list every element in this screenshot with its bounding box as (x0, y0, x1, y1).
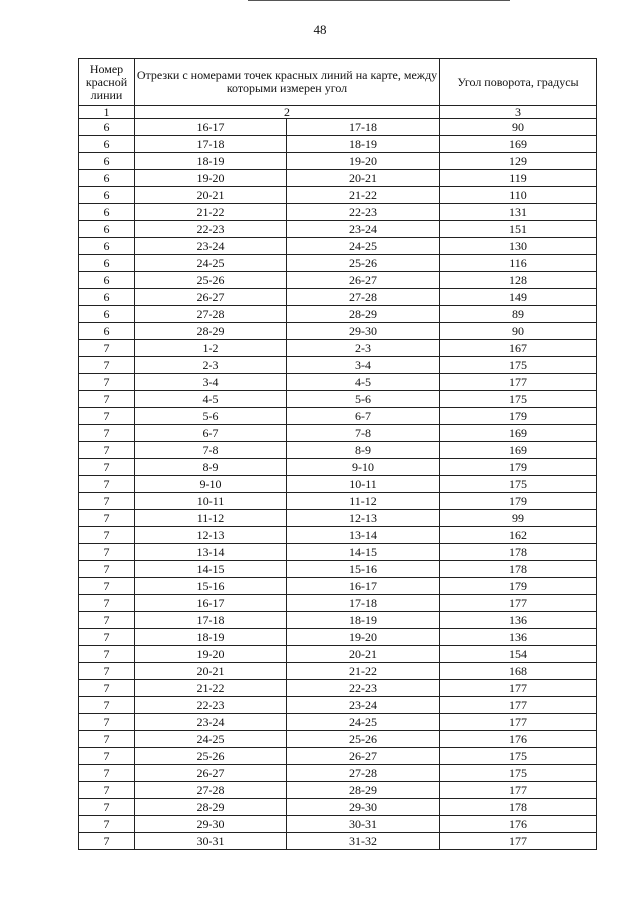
cell-segment-to: 17-18 (287, 119, 440, 136)
cell-angle: 175 (440, 357, 597, 374)
table-row (79, 765, 597, 782)
table-row (79, 153, 597, 170)
cell-segment-from: 26-27 (135, 765, 287, 782)
table-row (79, 255, 597, 272)
cell-angle: 162 (440, 527, 597, 544)
cell-line-number: 7 (79, 697, 135, 714)
cell-line-number: 6 (79, 119, 135, 136)
cell-line-number: 7 (79, 476, 135, 493)
cell-line-number: 7 (79, 425, 135, 442)
cell-angle: 167 (440, 340, 597, 357)
cell-line-number: 7 (79, 748, 135, 765)
table-row (79, 561, 597, 578)
cell-line-number: 7 (79, 595, 135, 612)
cell-segment-to: 10-11 (287, 476, 440, 493)
cell-segment-to: 23-24 (287, 697, 440, 714)
cell-angle: 151 (440, 221, 597, 238)
cell-line-number: 6 (79, 255, 135, 272)
table-row (79, 680, 597, 697)
table-row (79, 748, 597, 765)
cell-angle: 131 (440, 204, 597, 221)
cell-segment-from: 9-10 (135, 476, 287, 493)
cell-angle: 177 (440, 595, 597, 612)
cell-segment-from: 14-15 (135, 561, 287, 578)
cell-segment-to: 28-29 (287, 782, 440, 799)
table-row (79, 697, 597, 714)
cell-angle: 179 (440, 459, 597, 476)
table-row (79, 459, 597, 476)
cell-angle: 175 (440, 748, 597, 765)
red-line-angles-table (78, 58, 597, 850)
table-row (79, 731, 597, 748)
cell-line-number: 7 (79, 340, 135, 357)
cell-segment-from: 18-19 (135, 153, 287, 170)
cell-angle: 116 (440, 255, 597, 272)
cell-segment-to: 7-8 (287, 425, 440, 442)
table-row (79, 646, 597, 663)
cell-segment-from: 29-30 (135, 816, 287, 833)
cell-angle: 177 (440, 680, 597, 697)
cell-angle: 177 (440, 782, 597, 799)
cell-segment-to: 6-7 (287, 408, 440, 425)
cell-segment-to: 19-20 (287, 153, 440, 170)
cell-segment-to: 17-18 (287, 595, 440, 612)
cell-line-number: 7 (79, 374, 135, 391)
cell-angle: 168 (440, 663, 597, 680)
cell-segment-from: 10-11 (135, 493, 287, 510)
column-numbering-row (79, 106, 597, 119)
cell-segment-from: 15-16 (135, 578, 287, 595)
cell-segment-from: 3-4 (135, 374, 287, 391)
cell-segment-from: 28-29 (135, 799, 287, 816)
cell-segment-to: 27-28 (287, 289, 440, 306)
cell-segment-to: 5-6 (287, 391, 440, 408)
table-row (79, 238, 597, 255)
cell-line-number: 7 (79, 459, 135, 476)
cell-angle: 179 (440, 493, 597, 510)
cell-segment-from: 21-22 (135, 680, 287, 697)
cell-segment-from: 5-6 (135, 408, 287, 425)
cell-segment-to: 13-14 (287, 527, 440, 544)
cell-segment-from: 30-31 (135, 833, 287, 850)
cell-segment-to: 22-23 (287, 680, 440, 697)
table-row (79, 425, 597, 442)
cell-angle: 169 (440, 136, 597, 153)
cell-line-number: 6 (79, 153, 135, 170)
cell-line-number: 7 (79, 408, 135, 425)
cell-segment-from: 26-27 (135, 289, 287, 306)
cell-segment-to: 12-13 (287, 510, 440, 527)
cell-line-number: 6 (79, 221, 135, 238)
table-row (79, 306, 597, 323)
cell-segment-from: 11-12 (135, 510, 287, 527)
cell-segment-to: 27-28 (287, 765, 440, 782)
cell-segment-to: 29-30 (287, 799, 440, 816)
cell-segment-to: 28-29 (287, 306, 440, 323)
header-segments: Отрезки с номерами точек красных линий на карте, между которыми измерен угол (135, 59, 440, 106)
table-row (79, 136, 597, 153)
cell-segment-from: 27-28 (135, 306, 287, 323)
cell-line-number: 6 (79, 289, 135, 306)
table-row (79, 782, 597, 799)
cell-segment-from: 19-20 (135, 170, 287, 187)
scan-mark-top (248, 0, 510, 1)
cell-angle: 178 (440, 544, 597, 561)
cell-segment-from: 1-2 (135, 340, 287, 357)
cell-segment-from: 28-29 (135, 323, 287, 340)
cell-line-number: 6 (79, 204, 135, 221)
cell-angle: 90 (440, 119, 597, 136)
cell-segment-to: 9-10 (287, 459, 440, 476)
cell-segment-from: 17-18 (135, 612, 287, 629)
cell-segment-from: 22-23 (135, 697, 287, 714)
header-angle: Угол поворота, градусы (440, 59, 597, 106)
cell-segment-from: 7-8 (135, 442, 287, 459)
cell-line-number: 7 (79, 714, 135, 731)
cell-segment-from: 25-26 (135, 748, 287, 765)
cell-segment-from: 23-24 (135, 714, 287, 731)
cell-line-number: 7 (79, 731, 135, 748)
cell-angle: 175 (440, 765, 597, 782)
cell-line-number: 7 (79, 391, 135, 408)
table-row (79, 595, 597, 612)
cell-angle: 177 (440, 374, 597, 391)
cell-angle: 128 (440, 272, 597, 289)
table-row (79, 629, 597, 646)
cell-line-number: 7 (79, 357, 135, 374)
cell-segment-to: 24-25 (287, 714, 440, 731)
cell-angle: 154 (440, 646, 597, 663)
table-row (79, 476, 597, 493)
table-row (79, 357, 597, 374)
column-number: 3 (440, 106, 597, 119)
cell-angle: 177 (440, 697, 597, 714)
cell-line-number: 6 (79, 272, 135, 289)
cell-segment-from: 17-18 (135, 136, 287, 153)
table-row (79, 272, 597, 289)
cell-angle: 90 (440, 323, 597, 340)
cell-line-number: 6 (79, 187, 135, 204)
table-row (79, 340, 597, 357)
cell-segment-to: 8-9 (287, 442, 440, 459)
table-row (79, 578, 597, 595)
cell-segment-from: 8-9 (135, 459, 287, 476)
cell-line-number: 7 (79, 629, 135, 646)
cell-angle: 136 (440, 612, 597, 629)
cell-segment-from: 27-28 (135, 782, 287, 799)
cell-angle: 176 (440, 816, 597, 833)
table-row (79, 612, 597, 629)
cell-segment-to: 11-12 (287, 493, 440, 510)
cell-segment-to: 29-30 (287, 323, 440, 340)
cell-angle: 179 (440, 578, 597, 595)
table-row (79, 442, 597, 459)
page-number: 48 (313, 22, 327, 37)
cell-segment-from: 16-17 (135, 119, 287, 136)
cell-segment-from: 22-23 (135, 221, 287, 238)
cell-line-number: 7 (79, 612, 135, 629)
table-row (79, 544, 597, 561)
column-number: 1 (79, 106, 135, 119)
cell-segment-from: 16-17 (135, 595, 287, 612)
cell-angle: 175 (440, 391, 597, 408)
cell-line-number: 7 (79, 493, 135, 510)
cell-line-number: 7 (79, 527, 135, 544)
cell-segment-to: 25-26 (287, 255, 440, 272)
cell-angle: 130 (440, 238, 597, 255)
cell-segment-to: 26-27 (287, 748, 440, 765)
cell-segment-to: 30-31 (287, 816, 440, 833)
table-row (79, 527, 597, 544)
cell-segment-to: 21-22 (287, 663, 440, 680)
cell-segment-to: 16-17 (287, 578, 440, 595)
cell-segment-to: 23-24 (287, 221, 440, 238)
table-row (79, 323, 597, 340)
cell-line-number: 7 (79, 544, 135, 561)
cell-segment-from: 6-7 (135, 425, 287, 442)
cell-angle: 99 (440, 510, 597, 527)
cell-angle: 149 (440, 289, 597, 306)
cell-angle: 178 (440, 799, 597, 816)
cell-line-number: 7 (79, 663, 135, 680)
cell-line-number: 6 (79, 136, 135, 153)
cell-segment-from: 18-19 (135, 629, 287, 646)
header-row (79, 59, 597, 106)
cell-segment-to: 4-5 (287, 374, 440, 391)
column-number: 2 (135, 106, 440, 119)
table-row (79, 119, 597, 136)
table-row (79, 221, 597, 238)
table-row (79, 714, 597, 731)
cell-segment-from: 20-21 (135, 187, 287, 204)
cell-segment-from: 13-14 (135, 544, 287, 561)
cell-segment-to: 18-19 (287, 136, 440, 153)
cell-segment-to: 2-3 (287, 340, 440, 357)
cell-line-number: 6 (79, 238, 135, 255)
cell-segment-from: 25-26 (135, 272, 287, 289)
cell-segment-from: 19-20 (135, 646, 287, 663)
cell-angle: 169 (440, 425, 597, 442)
cell-line-number: 7 (79, 680, 135, 697)
cell-angle: 110 (440, 187, 597, 204)
table-row (79, 374, 597, 391)
table-row (79, 289, 597, 306)
table-row (79, 408, 597, 425)
cell-segment-from: 4-5 (135, 391, 287, 408)
table-row (79, 510, 597, 527)
cell-segment-to: 31-32 (287, 833, 440, 850)
table-row (79, 170, 597, 187)
cell-line-number: 7 (79, 765, 135, 782)
table-row (79, 391, 597, 408)
cell-segment-to: 20-21 (287, 170, 440, 187)
cell-segment-to: 22-23 (287, 204, 440, 221)
cell-line-number: 7 (79, 646, 135, 663)
cell-angle: 175 (440, 476, 597, 493)
cell-segment-to: 18-19 (287, 612, 440, 629)
cell-segment-from: 2-3 (135, 357, 287, 374)
cell-line-number: 7 (79, 799, 135, 816)
cell-angle: 176 (440, 731, 597, 748)
cell-angle: 89 (440, 306, 597, 323)
cell-segment-to: 26-27 (287, 272, 440, 289)
cell-segment-from: 24-25 (135, 255, 287, 272)
table-row (79, 663, 597, 680)
table-row (79, 816, 597, 833)
cell-angle: 178 (440, 561, 597, 578)
cell-segment-to: 3-4 (287, 357, 440, 374)
cell-segment-to: 21-22 (287, 187, 440, 204)
cell-segment-to: 19-20 (287, 629, 440, 646)
cell-segment-to: 20-21 (287, 646, 440, 663)
cell-segment-to: 15-16 (287, 561, 440, 578)
cell-line-number: 6 (79, 170, 135, 187)
cell-line-number: 7 (79, 442, 135, 459)
cell-line-number: 7 (79, 833, 135, 850)
table-row (79, 204, 597, 221)
cell-segment-to: 14-15 (287, 544, 440, 561)
cell-line-number: 7 (79, 782, 135, 799)
cell-line-number: 6 (79, 323, 135, 340)
table-row (79, 833, 597, 850)
cell-segment-from: 12-13 (135, 527, 287, 544)
cell-line-number: 7 (79, 561, 135, 578)
cell-segment-from: 21-22 (135, 204, 287, 221)
cell-segment-from: 20-21 (135, 663, 287, 680)
cell-segment-from: 24-25 (135, 731, 287, 748)
cell-angle: 179 (440, 408, 597, 425)
cell-segment-to: 25-26 (287, 731, 440, 748)
cell-angle: 136 (440, 629, 597, 646)
cell-segment-to: 24-25 (287, 238, 440, 255)
cell-line-number: 7 (79, 816, 135, 833)
cell-line-number: 7 (79, 510, 135, 527)
cell-angle: 177 (440, 833, 597, 850)
cell-line-number: 6 (79, 306, 135, 323)
cell-line-number: 7 (79, 578, 135, 595)
table-row (79, 799, 597, 816)
cell-segment-from: 23-24 (135, 238, 287, 255)
cell-angle: 177 (440, 714, 597, 731)
header-line-number: Номер красной линии (79, 59, 135, 106)
cell-angle: 169 (440, 442, 597, 459)
table-row (79, 493, 597, 510)
table-row (79, 187, 597, 204)
cell-angle: 119 (440, 170, 597, 187)
cell-angle: 129 (440, 153, 597, 170)
